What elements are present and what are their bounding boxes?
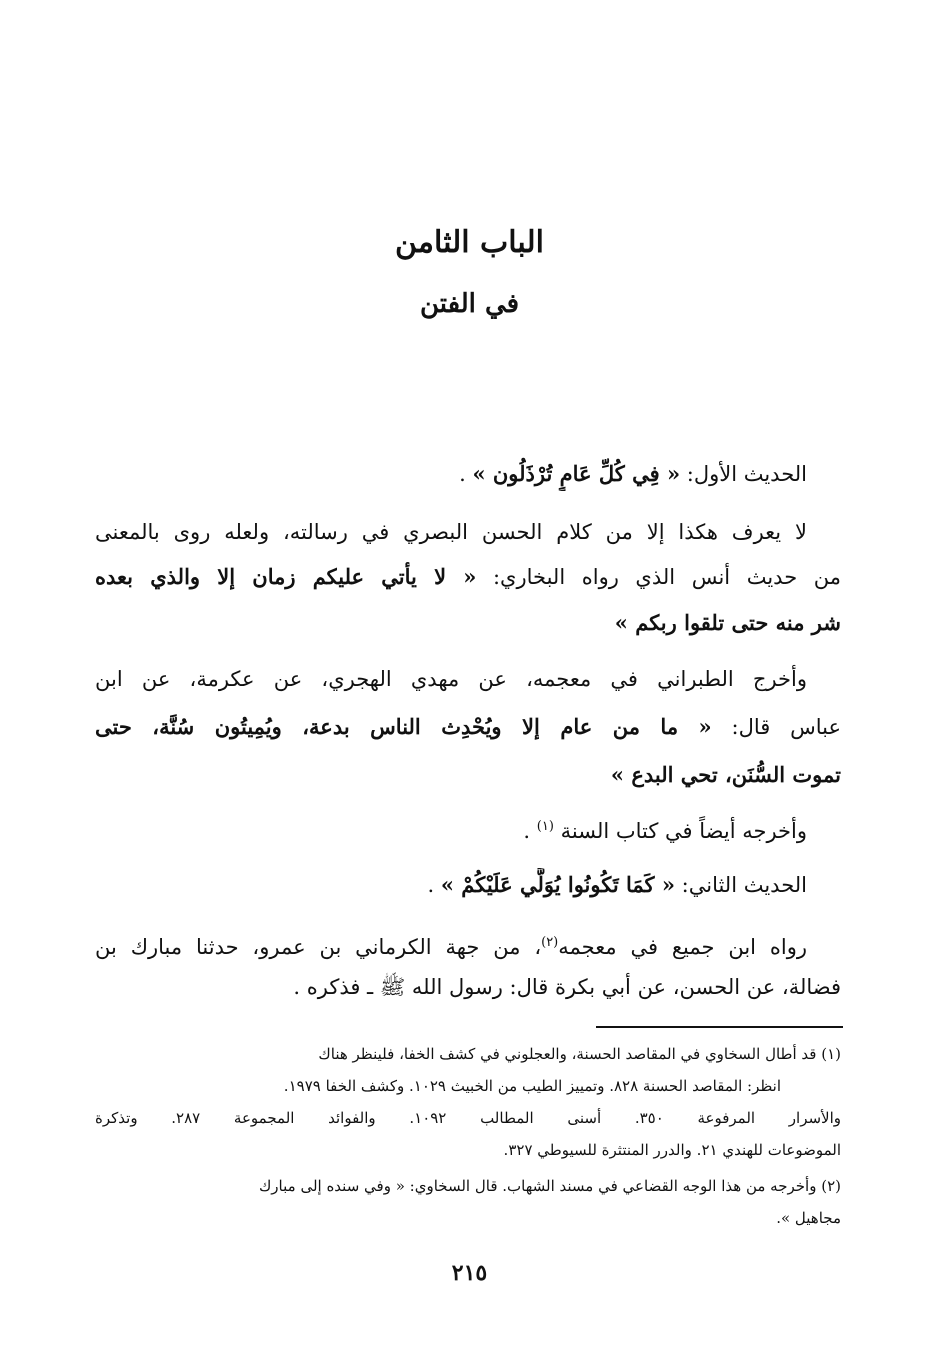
page-number: ٢١٥ xyxy=(451,1260,488,1286)
footnote-ref-2: (٢) xyxy=(541,935,559,950)
hadith-2-end: . xyxy=(427,873,441,897)
hadith-1-label: الحديث الأول: xyxy=(680,462,807,486)
paragraph-4-line-2: فضالة، عن الحسن، عن أبي بكرة قال: رسول الله ﷺ ـ فذكره . xyxy=(293,975,841,999)
chapter-subtitle: في الفتن xyxy=(419,289,520,319)
footnote-1-line-4: الموضوعات للهندي ٢١. والدرر المنتثرة للسيوطي ٣٢٧. xyxy=(503,1141,841,1159)
paragraph-1-line-2-text: من حديث أنس الذي رواه البخاري: xyxy=(476,565,841,589)
footnote-2-line-2: مجاهيل ». xyxy=(776,1209,841,1227)
paragraph-2-line-1: وأخرج الطبراني في معجمه، عن مهدي الهجري، عن عكرمة، عن ابن xyxy=(95,667,807,691)
hadith-2-quote: « كَمَا تَكُونُوا يُوَلَّي عَلَيْكُمْ » xyxy=(440,872,675,897)
paragraph-3-end: . xyxy=(523,819,537,843)
hadith-2-heading xyxy=(95,868,841,902)
footnote-2-line-1: (٢) وأخرجه من هذا الوجه القضاعي في مسند الشهاب. قال السخاوي: « وفي سنده إلى مبارك xyxy=(258,1177,841,1195)
chapter-title: الباب الثامن xyxy=(395,225,544,260)
paragraph-2-line-3-quote: تموت السُّنَن، تحي البدع » xyxy=(610,762,841,787)
paragraph-2-line-2-quote: « ما من عام إلا ويُحْدِث الناس بدعة، ويُمِيتُون سُنَّة، حتى xyxy=(95,714,712,739)
footnote-1-line-3: والأسرار المرفوعة ٣٥٠. أسنى المطالب ١٠٩٢. والفوائد المجموعة ٢٨٧. وتذكرة xyxy=(95,1109,841,1127)
footnote-1-line-2: انظر: المقاصد الحسنة ٨٢٨. وتمييز الطيب من الخبيث ١٠٢٩. وكشف الخفا ١٩٧٩. xyxy=(283,1077,781,1095)
paragraph-4-line-1-a: رواه ابن جميع في معجمه xyxy=(558,935,807,959)
paragraph-1-line-1: لا يعرف هكذا إلا من كلام الحسن البصري في رسالته، ولعله روى بالمعنى xyxy=(95,520,807,544)
paragraph-3-text: وأخرجه أيضاً في كتاب السنة xyxy=(560,819,807,843)
hadith-1-end: . xyxy=(459,462,473,486)
footnote-1-line-1: (١) قد أطال السخاوي في المقاصد الحسنة، والعجلوني في كشف الخفا، فلينظر هناك xyxy=(318,1045,841,1063)
paragraph-1-line-3 xyxy=(95,606,841,640)
footnote-separator xyxy=(596,1026,843,1028)
paragraph-1-line-2-quote: « لا يأتي عليكم زمان إلا والذي بعده xyxy=(95,564,477,589)
footnote-ref-1: (١) xyxy=(536,819,554,834)
paragraph-4-line-1 xyxy=(95,926,841,964)
paragraph-1-line-2 xyxy=(95,560,841,594)
paragraph-4-line-1-b: ، من جهة الكرماني بن عمرو، حدثنا مبارك بن xyxy=(95,935,542,959)
paragraph-2-line-2-text: عباس قال: xyxy=(711,715,841,739)
hadith-2-label: الحديث الثاني: xyxy=(674,873,807,897)
paragraph-3 xyxy=(95,810,841,848)
paragraph-1-line-3-quote: شر منه حتى تلقوا ربكم » xyxy=(614,610,841,635)
hadith-1-quote: « فِي كُلِّ عَامٍ تُرْذَلُون » xyxy=(472,461,681,486)
hadith-1-heading xyxy=(95,457,841,491)
paragraph-2-line-3 xyxy=(95,758,841,792)
paragraph-2-line-2 xyxy=(95,710,841,744)
